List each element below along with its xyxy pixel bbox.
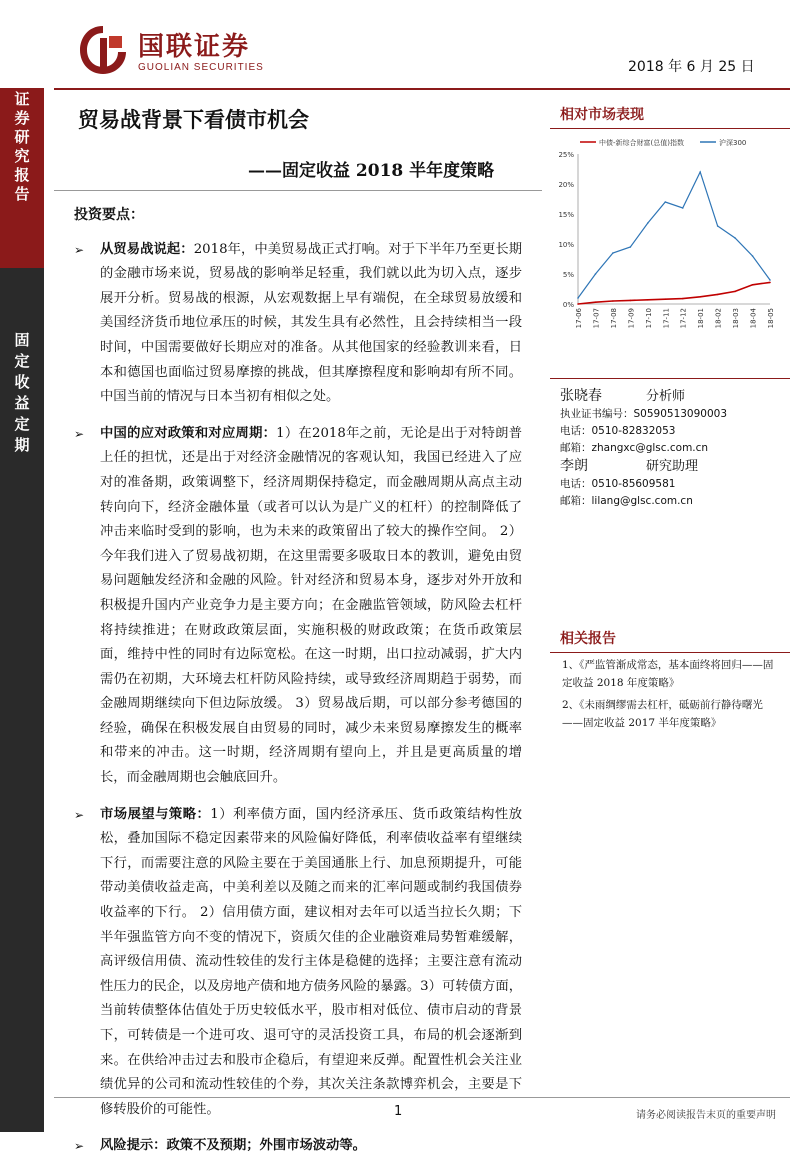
x-tick-label: 18-02 (714, 308, 723, 329)
key-point (74, 803, 522, 1123)
analyst-license: 执业证书编号：S0590513090003 (560, 408, 728, 420)
logo-subtext: GUOLIAN SECURITIES (138, 62, 264, 73)
market-performance-title: 相对市场表现 (550, 96, 790, 129)
series-point (717, 225, 719, 227)
x-tick-label: 17-07 (592, 308, 601, 329)
sidebar-section-text (0, 330, 44, 456)
sidebar-category-char: 告 (14, 185, 30, 203)
sidebar-section-char: 固 (14, 331, 30, 349)
right-panel (550, 96, 790, 129)
logo (78, 22, 308, 82)
analyst-block (560, 388, 727, 457)
sidebar-category-band (0, 88, 44, 268)
assistant-phone: 电话：0510-85609581 (560, 478, 676, 490)
series-point (769, 282, 771, 284)
sidebar-section-char: 益 (14, 394, 30, 412)
key-point-label: 从贸易战说起： (100, 241, 194, 257)
x-tick-label: 18-01 (697, 308, 706, 329)
header-divider (54, 88, 790, 90)
x-tick-label: 18-05 (767, 308, 775, 329)
x-tick-label: 17-09 (627, 308, 636, 329)
market-performance-chart (550, 130, 790, 340)
chart-divider (550, 378, 790, 379)
series-point (734, 237, 736, 239)
related-reports-title: 相关报告 (550, 626, 790, 653)
series-point (595, 301, 597, 303)
key-point-text: 2018年，中美贸易战正式打响。对于下半年乃至更长期的金融市场来说，贸易战的影响举足轻重，我们就以此为切入点，逐步展开分析。贸易战的根源，从宏观数据上早有端倪，在全球贸易放缓和美国经济货币地位承压的时候，其发生具有必然性，且会持续相当一段时间，中国需要做好长期应对的准备。从其他国家的经验教训来看，日本和德国也面临过贸易摩擦的挑战，但其摩擦程度和影响却有所不同。中国当前的情况与日本当初有相似之处。 (100, 241, 523, 405)
analyst-role: 分析师 (646, 389, 686, 404)
key-point (74, 422, 522, 791)
x-tick-label: 17-10 (644, 308, 653, 329)
related-report-item[interactable]: 2、《未雨绸缪需去杠杆，砥砺前行静待曙光——固定收益 2017 半年度策略》 (562, 699, 763, 729)
key-point-label: 风险提示： (100, 1138, 167, 1154)
assistant-role: 研究助理 (646, 459, 699, 474)
key-point (74, 1134, 522, 1159)
legend-label: 沪深300 (719, 139, 747, 147)
key-point-text: 1）利率债方面，国内经济承压、货币政策结构性放松，叠加国际不稳定因素带来的风险偏好降低，利率债收益率有望继续下行，而需要注意的风险主要在于美国通胀上行、加息预期提升，可能带动美债收益走高，中美利差以及随之而来的汇率问题或制约我国债券收益率的下行。 2）信用债方面，建议相对去年可以适当拉长久期；下半年强监管方向不变的情况下，资质欠佳的企业融资难局势暂难缓解，高评级信用债、流动性较佳的发行主体是稳健的选择；主要注意有流动性压力的民企，以及房地产债和地方债务风险的暴露。3）可转债方面，当前转债整体估值处于历史较低水平，股市相对低位、债市启动的背景下，可转债是一个进可攻、退可守的灵活投资工具，布局的机会逐渐到来。在供给冲击过去和股市企稳后，有望迎来反弹。配置性机会关注业绩优异的公司和流动性较佳的个券，其次关注条款博弈机会，主要是下修转股价的可能性。 (100, 806, 522, 1117)
x-tick-label: 17-08 (609, 308, 618, 329)
main-content (74, 203, 522, 1171)
sidebar-category-char: 券 (14, 109, 30, 127)
series-point (752, 284, 754, 286)
y-tick-label: 20% (558, 181, 574, 189)
assistant-email: 邮箱：lilang@glsc.com.cn (560, 495, 693, 507)
arrow-bullet-icon: ➢ (74, 1139, 85, 1154)
arrow-bullet-icon: ➢ (74, 807, 85, 822)
page-number: 1 (394, 1104, 403, 1119)
x-tick-label: 17-11 (662, 308, 671, 329)
related-reports (550, 626, 790, 653)
title-divider (54, 190, 542, 191)
analyst-name: 张晓春 (560, 388, 602, 404)
sidebar-section-char: 定 (14, 352, 30, 370)
y-tick-label: 10% (558, 241, 574, 249)
logo-mark-icon (78, 22, 128, 78)
y-tick-label: 5% (562, 271, 574, 279)
x-tick-label: 18-03 (732, 308, 741, 329)
sidebar-category-char: 研 (14, 128, 30, 146)
series-point (647, 299, 649, 301)
sidebar-section-char: 收 (14, 373, 30, 391)
series-point (577, 297, 579, 299)
series-line (578, 172, 770, 298)
series-point (595, 273, 597, 275)
arrow-bullet-icon: ➢ (74, 242, 85, 257)
series-point (734, 291, 736, 293)
arrow-bullet-icon: ➢ (74, 426, 85, 441)
sidebar-section-band (0, 268, 44, 1132)
series-point (682, 207, 684, 209)
series-point (630, 246, 632, 248)
legend-label: 中债-新综合财富(总值)指数 (599, 139, 684, 147)
related-reports-list (562, 656, 782, 736)
y-tick-label: 15% (558, 211, 574, 219)
assistant-name: 李朗 (560, 458, 588, 474)
series-point (612, 252, 614, 254)
footer-disclaimer: 请务必阅读报告末页的重要声明 (636, 1110, 776, 1121)
series-line (578, 282, 770, 304)
sidebar (0, 0, 44, 1132)
key-point (74, 238, 522, 410)
key-points (74, 238, 522, 1159)
x-tick-label: 17-12 (679, 308, 688, 329)
sidebar-category-char: 究 (14, 147, 30, 165)
key-point-label: 市场展望与策略： (100, 806, 211, 822)
sidebar-category-text (0, 90, 44, 204)
series-point (682, 298, 684, 300)
related-report-item[interactable]: 1、《严监管渐成常态，基本面终将回归——固定收益 2018 年度策略》 (562, 659, 774, 689)
y-tick-label: 25% (558, 151, 574, 159)
analyst-email: 邮箱：zhangxc@glsc.com.cn (560, 442, 709, 454)
series-point (664, 201, 666, 203)
sidebar-category-char: 证 (14, 90, 30, 108)
footer-divider (54, 1097, 790, 1098)
series-point (630, 300, 632, 302)
key-point-label: 中国的应对政策和对应周期： (100, 425, 277, 441)
key-point-text: 政策不及预期；外围市场波动等。 (166, 1138, 366, 1154)
series-point (699, 171, 701, 173)
x-tick-label: 17-06 (575, 308, 583, 329)
series-point (664, 298, 666, 300)
series-point (769, 279, 771, 281)
logo-text: 国联证券 (138, 32, 251, 62)
report-date: 2018 年 6 月 25 日 (628, 59, 755, 75)
sidebar-section-char: 期 (14, 436, 30, 454)
assistant-block (560, 458, 698, 510)
series-point (717, 294, 719, 296)
sidebar-section-char: 定 (14, 415, 30, 433)
section-heading: 投资要点： (74, 207, 144, 223)
series-point (752, 255, 754, 257)
x-tick-label: 18-04 (749, 308, 758, 329)
key-point-text: 1）在2018年之前，无论是出于对特朗普上任的担忧，还是出于对经济金融情况的客观认知，我国已经进入了应对的准备期，政策调整下，经济周期保持稳定，而金融周期从高点主动转向向下，经济金融体量（或者可以认为是广义的杠杆）的控制降低了冲击来临时受到的影响，也为未来的政策留出了较大的操作空间。 2）今年我们进入了贸易战初期，在这里需要多吸取日本的教训，避免由贸易问题触发经济和金融的风险。针对经济和贸易本身，逐步对外开放和积极提升国内产业竞争力是主要方向；在金融监管领域，防风险去杠杆将持续推进；在财政政策层面，实施积极的财政政策；在货币政策层面，维持中性的同时有边际宽松。在这一时期，出口拉动减弱，扩大内需仍在初期，大环境去杠杆防风险持续，或导致经济周期趋于弱势，而金融周期继续向下但边际放缓。 3）贸易战后期，可以部分参考德国的经验，确保在积极发展自由贸易的同时，减少未来贸易摩擦发生的概率和带来的冲击。这一时期，经济周期有望向上，并且是更高质量的增长，而金融周期也会触底回升。 (100, 425, 522, 786)
y-tick-label: 0% (562, 301, 574, 309)
series-point (647, 222, 649, 224)
report-subtitle: ——固定收益 2018 半年度策略 (248, 161, 495, 181)
series-point (577, 303, 579, 305)
analyst-phone: 电话：0510-82832053 (560, 425, 676, 437)
series-point (612, 300, 614, 302)
report-title: 贸易战背景下看债市机会 (78, 107, 309, 132)
series-point (699, 296, 701, 298)
sidebar-category-char: 报 (14, 166, 30, 184)
